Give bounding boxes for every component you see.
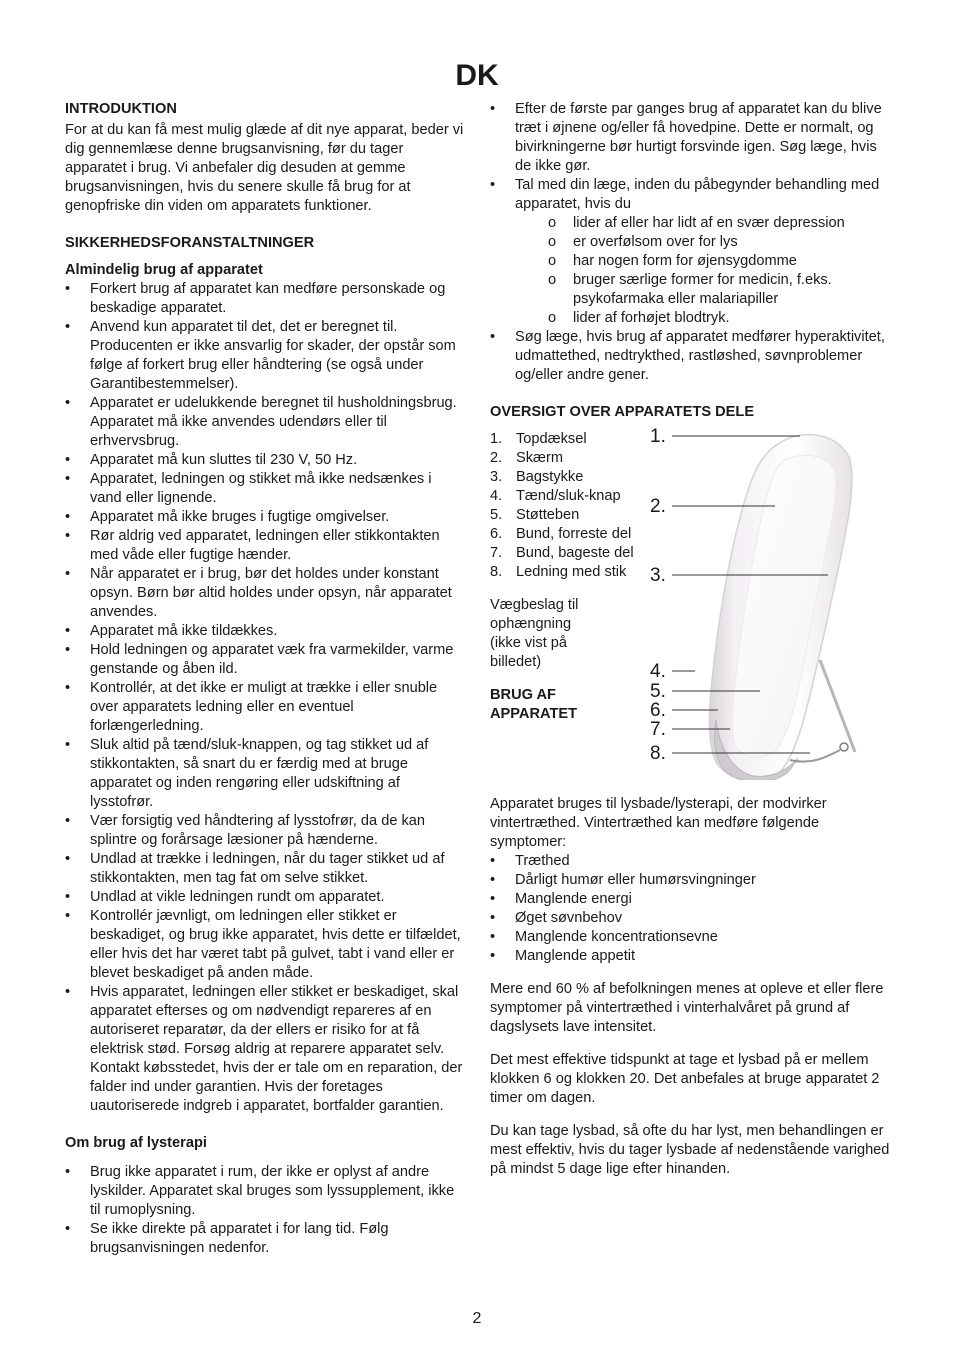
- list-item: • Manglende energi: [490, 890, 890, 909]
- figure-label: 2.: [650, 496, 666, 517]
- list-item: • Se ikke direkte på apparatet i for lang tid. Følg brugsanvisningen nedenfor.: [65, 1220, 465, 1258]
- figure-label: 7.: [650, 719, 666, 740]
- list-item: o lider af forhøjet blodtryk.: [548, 310, 730, 326]
- lamp-figure: [650, 420, 890, 780]
- list-item: • Apparatet må kun sluttes til 230 V, 50 Hz.: [65, 451, 465, 470]
- figure-label: 3.: [650, 565, 666, 586]
- list-item: • Apparatet må ikke bruges i fugtige omgivelser.: [65, 508, 465, 527]
- list-item: o er overfølsom over for lys: [548, 234, 738, 250]
- list-item: • Rør aldrig ved apparatet, ledningen eller stikkontakten med våde eller fugtige hænder.: [65, 527, 465, 565]
- wall-bracket-note: Vægbeslag til ophængning (ikke vist på billedet): [490, 597, 579, 670]
- safety-heading: SIKKERHEDSFORANSTALTNINGER: [65, 235, 315, 251]
- usage-intro: Apparatet bruges til lysbade/lysterapi, der modvirker vintertræthed. Vintertræthed kan medføre følgende symptomer:: [490, 796, 827, 850]
- intro-heading: INTRODUKTION: [65, 101, 177, 117]
- list-item: • Når apparatet er i brug, bør det holdes under konstant opsyn. Børn bør altid holdes under opsyn, når apparatet anvendes.: [65, 565, 465, 622]
- list-item: • Forkert brug af apparatet kan medføre personskade og beskadige apparatet.: [65, 280, 465, 318]
- figure-label: 5.: [650, 681, 666, 702]
- list-item: • Dårligt humør eller humørsvingninger: [490, 871, 890, 890]
- list-item: • Vær forsigtig ved håndtering af lysstofrør, da de kan splintre og forårsage læsioner på hænderne.: [65, 812, 465, 850]
- list-item: 6. Bund, forreste del: [490, 526, 632, 542]
- usage-paragraph: Du kan tage lysbad, så ofte du har lyst, men behandlingen er mest effektiv, hvis du tager lysbade af nedenstående varighed på mindst 5 dage lige efter hinanden.: [490, 1123, 890, 1177]
- figure-label: 6.: [650, 700, 666, 721]
- usage-paragraph: Mere end 60 % af befolkningen menes at opleve et eller flere symptomer på vintertræthed i vinterhalvåret på grund af dagslysets lave intensitet.: [490, 981, 884, 1035]
- parts-list: [490, 430, 640, 582]
- general-use-heading: Almindelig brug af apparatet: [65, 262, 263, 278]
- list-item: • Apparatet, ledningen og stikket må ikke nedsænkes i vand eller lignende.: [65, 470, 465, 508]
- usage-heading: BRUG AF APPARATET: [490, 687, 578, 722]
- usage-paragraph: Det mest effektive tidspunkt at tage et lysbad på er mellem klokken 6 og klokken 20. Det anbefales at bruge apparatet 2 timer om dagen.: [490, 1052, 880, 1106]
- list-item: • Træthed: [490, 852, 890, 871]
- general-use-list: [65, 280, 465, 1116]
- symptoms-list: [490, 852, 890, 966]
- page-title: DK: [455, 59, 499, 92]
- list-item: o lider af eller har lidt af en svær depression: [548, 215, 845, 231]
- figure-label: 8.: [650, 743, 666, 764]
- list-item: • Øget søvnbehov: [490, 909, 890, 928]
- right-column: [490, 100, 890, 1179]
- list-item: • Undlad at trække i ledningen, når du tager stikket ud af stikkontakten, men tag fat om selve stikket.: [65, 850, 465, 888]
- list-item: • Apparatet må ikke tildækkes.: [65, 622, 465, 641]
- list-item: • Tal med din læge, inden du påbegynder behandling med apparatet, hvis du: [490, 176, 890, 214]
- list-item: • Manglende appetit: [490, 947, 890, 966]
- list-item: • Søg læge, hvis brug af apparatet medfører hyperaktivitet, udmattethed, nedtrykthed, rastløshed, søvnproblemer og/eller andre gener.: [490, 328, 890, 385]
- list-item: 2. Skærm: [490, 450, 564, 466]
- light-therapy-list: [65, 1163, 465, 1258]
- light-therapy-heading: Om brug af lysterapi: [65, 1135, 207, 1151]
- list-item: o har nogen form for øjensygdomme: [548, 253, 797, 269]
- list-item: • Kontrollér, at det ikke er muligt at trække i eller snuble over apparatets ledning eller en eventuel forlængerledning.: [65, 679, 465, 736]
- light-therapy-list-continued: [490, 100, 890, 214]
- list-item: o bruger særlige former for medicin, f.eks. psykofarmaka eller malariapiller: [548, 272, 832, 307]
- list-item: • Apparatet er udelukkende beregnet til husholdningsbrug. Apparatet må ikke anvendes udendørs eller til erhvervsbrug.: [65, 394, 465, 451]
- list-item: 5. Støtteben: [490, 507, 580, 523]
- figure-label: 4.: [650, 661, 666, 682]
- doctor-conditions-list: [490, 214, 890, 328]
- list-item: • Undlad at vikle ledningen rundt om apparatet.: [65, 888, 465, 907]
- list-item: • Hvis apparatet, ledningen eller stikket er beskadiget, skal apparatet efterses og om nødvendigt repareres af en autoriseret reparatør, da der ellers er risiko for at få elektrisk stød. Forsøg aldrig at reparere apparatet selv. Kontakt købsstedet, hvis der er tale om en reparation, der falder ind under garantien. Hvis der foretages uautoriserede indgreb i apparatet, bortfalder garantien.: [65, 983, 465, 1116]
- overview-heading: OVERSIGT OVER APPARATETS DELE: [490, 404, 755, 420]
- intro-text: For at du kan få mest mulig glæde af dit nye apparat, beder vi dig gennemlæse denne brugsanvisning, før du tager apparatet i brug. Vi anbefaler dig desuden at gemme brugsanvisningen, hvis du senere skulle få brug for at genopfriske din viden om apparatets funktioner.: [65, 122, 464, 214]
- list-item: 4. Tænd/sluk-knap: [490, 488, 621, 504]
- light-therapy-list-end: [490, 328, 890, 385]
- list-item: • Brug ikke apparatet i rum, der ikke er oplyst af andre lyskilder. Apparatet skal bruges som lyssupplement, ikke til rumoplysning.: [65, 1163, 465, 1220]
- cord-shape: [790, 750, 840, 762]
- page-number: 2: [472, 1310, 482, 1327]
- list-item: • Hold ledningen og apparatet væk fra varmekilder, varme genstande og åben ild.: [65, 641, 465, 679]
- left-column: [65, 100, 465, 1258]
- list-item: • Efter de første par ganges brug af apparatet kan du blive træt i øjnene og/eller få hovedpine. Dette er normalt, og bivirkningerne bør hurtigt forsvinde igen. Søg læge, hvis de ikke gør.: [490, 100, 890, 176]
- list-item: • Manglende koncentrationsevne: [490, 928, 890, 947]
- figure-label: 1.: [650, 426, 666, 447]
- list-item: 8. Ledning med stik: [490, 564, 627, 580]
- plug-shape: [840, 743, 848, 751]
- list-item: 1. Topdæksel: [490, 431, 587, 447]
- list-item: 3. Bagstykke: [490, 469, 584, 485]
- list-item: 7. Bund, bageste del: [490, 545, 634, 561]
- support-leg-shape: [820, 660, 855, 752]
- list-item: • Sluk altid på tænd/sluk-knappen, og tag stikket ud af stikkontakten, så snart du er færdig med at bruge apparatet og inden rengøring eller udskiftning af lysstofrør.: [65, 736, 465, 812]
- list-item: • Kontrollér jævnligt, om ledningen eller stikket er beskadiget, og brug ikke apparatet, hvis dette er tilfældet, eller hvis det har været tabt på gulvet, tabt i vand eller er blevet beskadiget på anden måde.: [65, 907, 465, 983]
- list-item: • Anvend kun apparatet til det, det er beregnet til. Producenten er ikke ansvarlig for skader, der opstår som følge af forkert brug eller håndtering (se også under Garantibestemmelser).: [65, 318, 465, 394]
- parts-overview: [490, 426, 890, 795]
